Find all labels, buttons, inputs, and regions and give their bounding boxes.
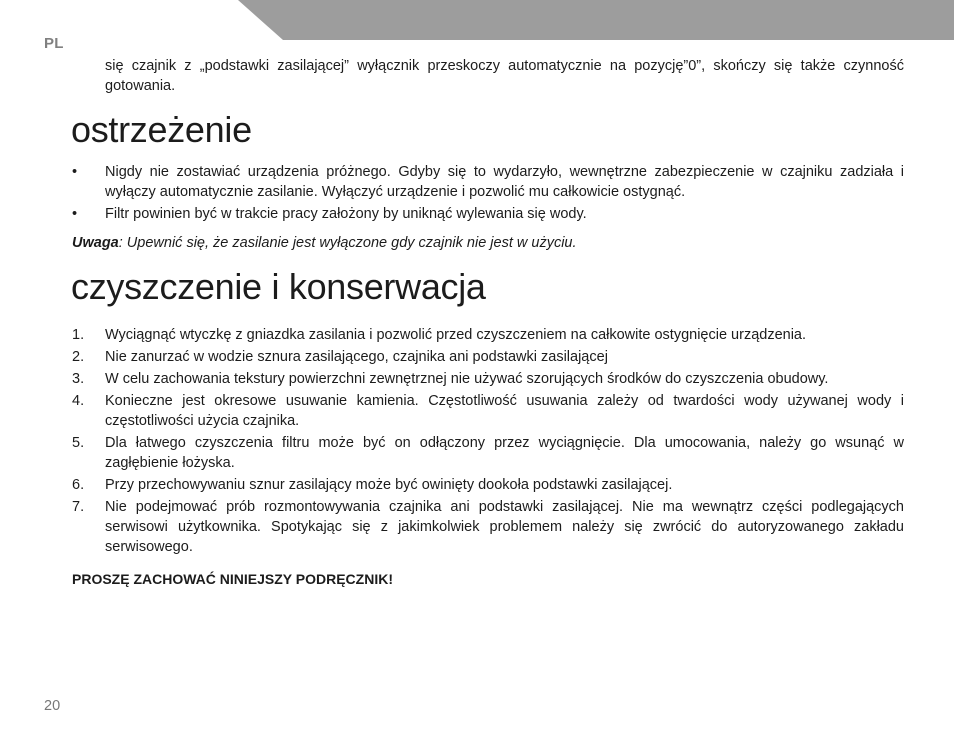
cleaning-item-text: Nie zanurzać w wodzie sznura zasilającego, czajnika ani podstawki zasilającej bbox=[105, 349, 608, 365]
warning-item-text: Nigdy nie zostawiać urządzenia próżnego. Gdyby się to wydarzyło, wewnętrzne zabezpieczenie w czajniku zadziała i wyłączy automatycznie zasilanie. Wyłączyć urządzenie i pozwolić mu całkowicie ostygnąć. bbox=[105, 164, 904, 200]
language-label: PL bbox=[44, 35, 64, 52]
list-item bbox=[72, 369, 904, 389]
closing-note: PROSZĘ ZACHOWAĆ NINIEJSZY PODRĘCZNIK! bbox=[72, 571, 393, 587]
list-item bbox=[72, 347, 904, 367]
cleaning-item-text: Przy przechowywaniu sznur zasilający może być owinięty dookoła podstawki zasilającej. bbox=[105, 477, 673, 493]
list-item bbox=[72, 325, 904, 345]
item-number: 4. bbox=[72, 393, 85, 409]
warning-heading: ostrzeżenie bbox=[71, 109, 252, 150]
note-label: Uwaga bbox=[72, 235, 119, 251]
note-text: : Upewnić się, że zasilanie jest wyłączone gdy czajnik nie jest w użyciu. bbox=[118, 235, 577, 251]
item-number: 7. bbox=[72, 499, 85, 515]
item-number: 5. bbox=[72, 435, 85, 451]
list-item bbox=[72, 475, 904, 495]
page-content bbox=[72, 56, 904, 589]
list-item bbox=[72, 204, 904, 224]
item-number: 2. bbox=[72, 349, 85, 365]
cleaning-heading: czyszczenie i konserwacja bbox=[71, 266, 486, 307]
item-number: 3. bbox=[72, 371, 85, 387]
cleaning-item-text: Nie podejmować prób rozmontowywania czajnika ani podstawki zasilającej. Nie ma wewnątrz części podlegających serwisowi użytkownika. Spotykając się z jakimkolwiek problemem należy się zwrócić do autoryzowanego zakładu serwisowego. bbox=[105, 499, 904, 555]
cleaning-item-text: Konieczne jest okresowe usuwanie kamienia. Częstotliwość usuwania zależy od twardości wody używanej wody i częstotliwości użycia czajnika. bbox=[105, 393, 904, 429]
warning-list bbox=[72, 162, 904, 224]
cleaning-item-text: Wyciągnąć wtyczkę z gniazdka zasilania i pozwolić przed czyszczeniem na całkowite ostygnięcie urządzenia. bbox=[105, 327, 807, 343]
header-band bbox=[238, 0, 954, 40]
bullet-marker: • bbox=[72, 206, 78, 222]
page-number: 20 bbox=[44, 698, 61, 714]
cleaning-item-text: Dla łatwego czyszczenia filtru może być on odłączony przez wyciągnięcie. Dla umocowania, należy go wsunąć w zagłębienie łożyska. bbox=[105, 435, 904, 471]
item-number: 1. bbox=[72, 327, 85, 343]
list-item bbox=[72, 433, 904, 473]
list-item bbox=[72, 162, 904, 202]
intro-paragraph: się czajnik z „podstawki zasilającej” wyłącznik przeskoczy automatycznie na pozycję”0”, skończy się także czynność gotowania. bbox=[105, 58, 904, 94]
note-paragraph bbox=[72, 233, 904, 253]
bullet-marker: • bbox=[72, 164, 78, 180]
cleaning-item-text: W celu zachowania tekstury powierzchni zewnętrznej nie używać szorujących środków do czyszczenia obudowy. bbox=[105, 371, 829, 387]
item-number: 6. bbox=[72, 477, 85, 493]
list-item bbox=[72, 391, 904, 431]
cleaning-list bbox=[72, 325, 904, 557]
warning-item-text: Filtr powinien być w trakcie pracy założony by uniknąć wylewania się wody. bbox=[105, 206, 587, 222]
list-item bbox=[72, 497, 904, 557]
